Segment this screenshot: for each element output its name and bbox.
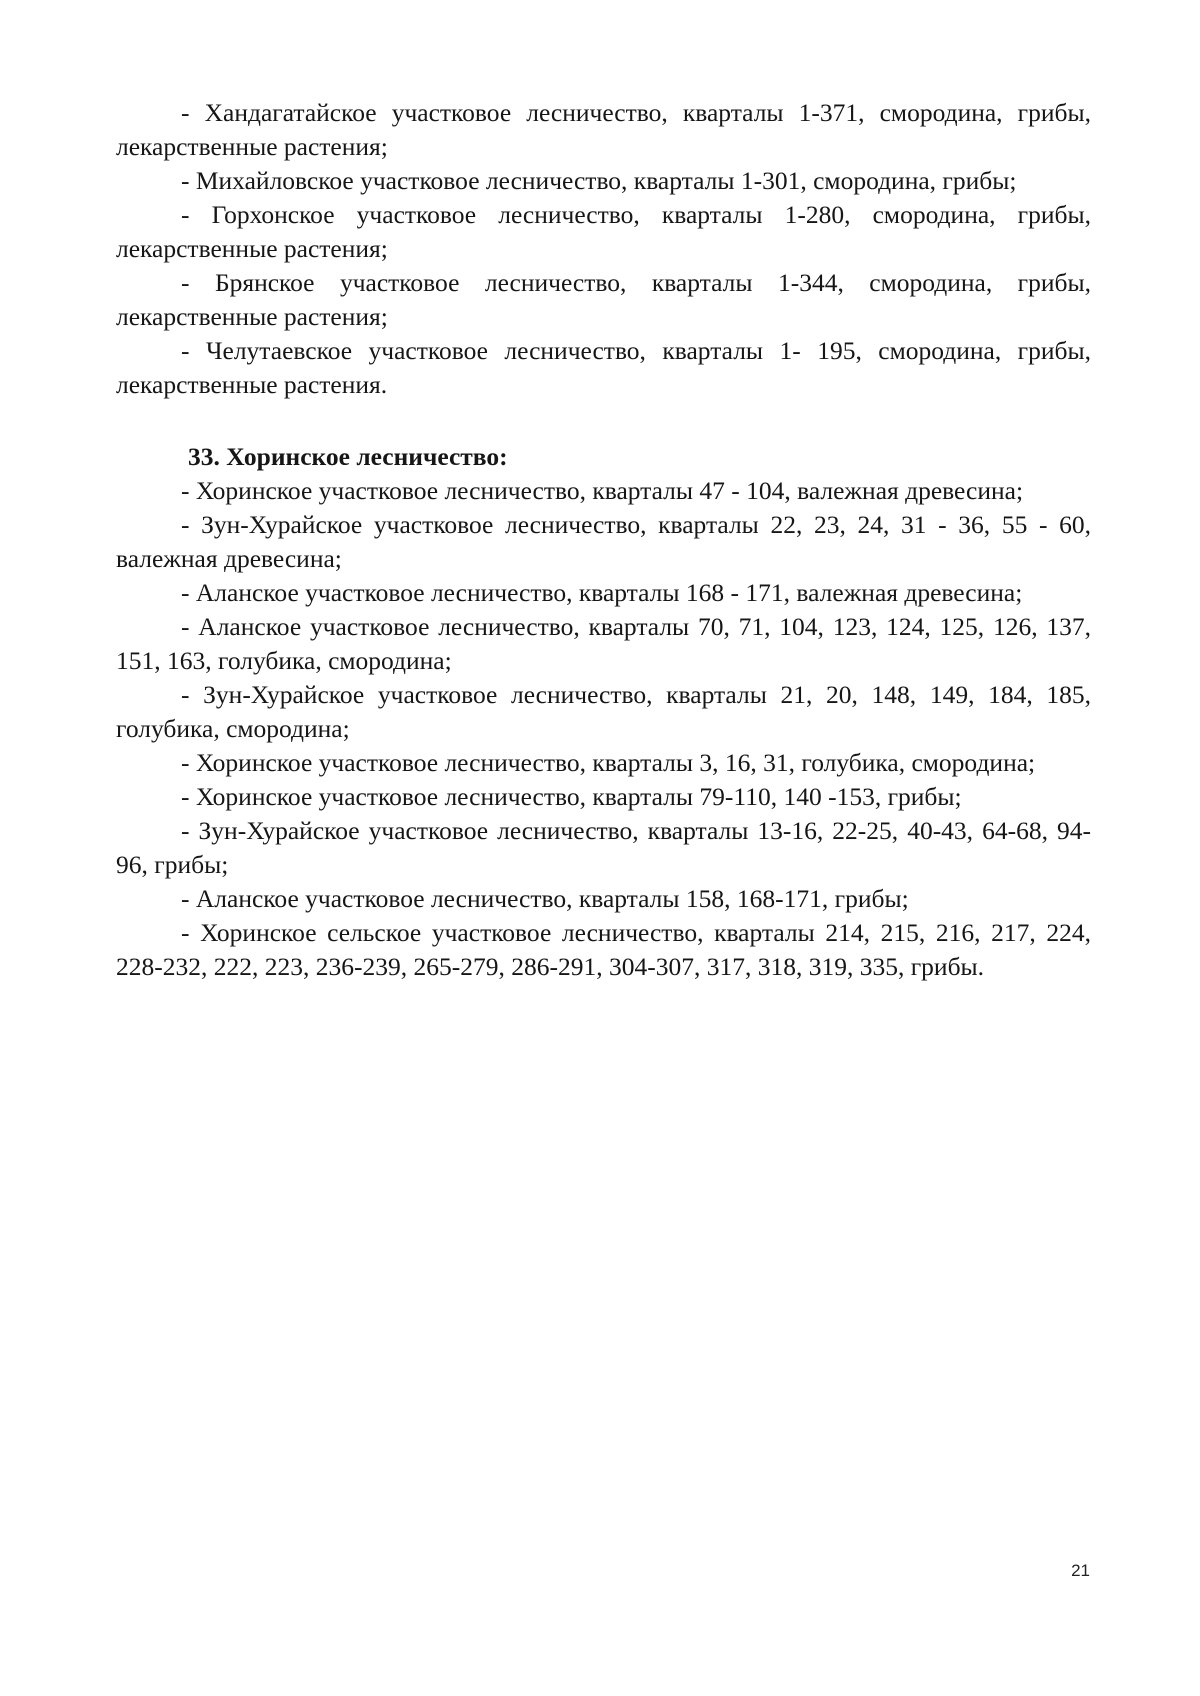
section-33 — [116, 440, 1091, 984]
list-item: - Аланское участковое лесничество, кварталы 70, 71, 104, 123, 124, 125, 126, 137, 151, 163, голубика, смородина; — [116, 612, 1091, 675]
page-number: 21 — [1071, 1561, 1090, 1580]
intro-list — [116, 96, 1091, 402]
list-item: - Хоринское участковое лесничество, кварталы 47 - 104, валежная древесина; — [181, 476, 1024, 505]
list-item: - Зун-Хурайское участковое лесничество, кварталы 21, 20, 148, 149, 184, 185, голубика, смородина; — [116, 680, 1091, 743]
list-item: - Брянское участковое лесничество, кварталы 1-344, смородина, грибы, лекарственные растения; — [116, 268, 1091, 331]
list-item: - Аланское участковое лесничество, кварталы 168 - 171, валежная древесина; — [181, 578, 1023, 607]
list-item: - Хоринское участковое лесничество, кварталы 3, 16, 31, голубика, смородина; — [181, 748, 1036, 777]
list-item: - Зун-Хурайское участковое лесничество, кварталы 13-16, 22-25, 40-43, 64-68, 94-96, грибы; — [116, 816, 1091, 879]
list-item: - Хандагатайское участковое лесничество, кварталы 1-371, смородина, грибы, лекарственные растения; — [116, 98, 1091, 161]
list-item: - Хоринское сельское участковое лесничество, кварталы 214, 215, 216, 217, 224, 228-232, 222, 223, 236-239, 265-279, 286-291, 304-307, 317, 318, 319, 335, грибы. — [116, 918, 1091, 981]
list-item: - Горхонское участковое лесничество, кварталы 1-280, смородина, грибы, лекарственные растения; — [116, 200, 1091, 263]
list-item: - Хоринское участковое лесничество, кварталы 79-110, 140 -153, грибы; — [181, 782, 962, 811]
list-item: - Зун-Хурайское участковое лесничество, кварталы 22, 23, 24, 31 - 36, 55 - 60, валежная древесина; — [116, 510, 1091, 573]
section-heading: 33. Хоринское лесничество: — [188, 442, 508, 471]
list-item: - Челутаевское участковое лесничество, кварталы 1- 195, смородина, грибы, лекарственные растения. — [116, 336, 1091, 399]
list-item: - Михайловское участковое лесничество, кварталы 1-301, смородина, грибы; — [181, 166, 1017, 195]
document-body — [116, 96, 1091, 984]
list-item: - Аланское участковое лесничество, кварталы 158, 168-171, грибы; — [181, 884, 909, 913]
